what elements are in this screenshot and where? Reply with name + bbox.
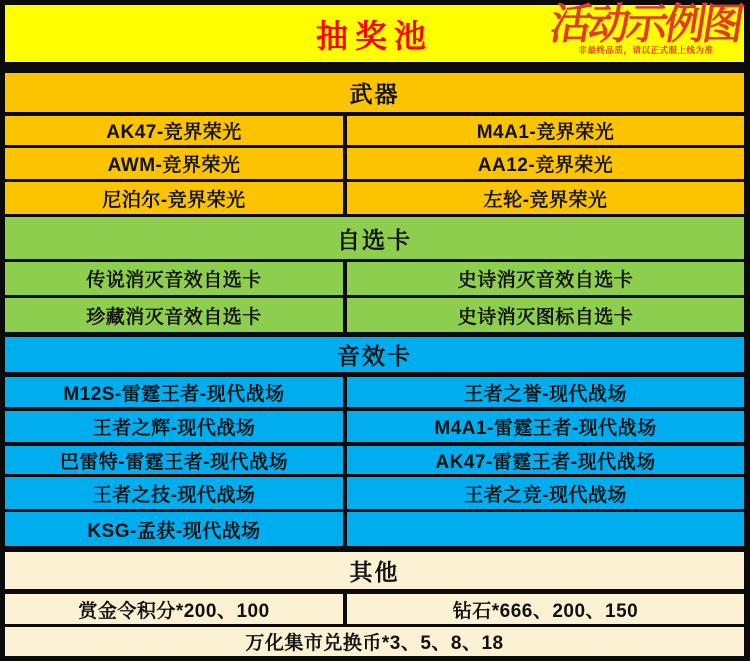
table-row bbox=[5, 116, 744, 145]
prize-cell: 王者之技-现代战场 bbox=[5, 477, 347, 509]
table-row bbox=[5, 182, 744, 214]
page-title: 抽奖池 bbox=[315, 17, 433, 54]
prize-cell: 史诗消灭图标自选卡 bbox=[347, 298, 744, 332]
section-header-others: 其他 bbox=[5, 552, 744, 589]
prize-cell: 巴雷特-雷霆王者-现代战场 bbox=[5, 446, 347, 474]
table-row bbox=[5, 627, 744, 656]
prize-cell: 左轮-竞界荣光 bbox=[347, 182, 744, 214]
table-row bbox=[5, 262, 744, 295]
table-row bbox=[5, 298, 744, 332]
prize-cell: M4A1-雷霆王者-现代战场 bbox=[347, 411, 744, 442]
table-row bbox=[5, 148, 744, 179]
prize-cell: AWM-竞界荣光 bbox=[5, 148, 347, 179]
table-row bbox=[5, 446, 744, 474]
banner bbox=[5, 0, 745, 62]
prize-cell-empty bbox=[347, 512, 744, 546]
prize-cell: AK47-雷霆王者-现代战场 bbox=[347, 446, 744, 474]
prize-cell: AK47-竞界荣光 bbox=[5, 116, 347, 145]
watermark-logo-text: 活动示例图 bbox=[547, 0, 745, 48]
prize-cell: 史诗消灭音效自选卡 bbox=[347, 262, 744, 295]
section-header-sound-cards: 音效卡 bbox=[5, 337, 744, 372]
prize-cell: KSG-孟获-现代战场 bbox=[5, 512, 347, 546]
prize-cell: 王者之竞-现代战场 bbox=[347, 477, 744, 509]
prize-cell: 尼泊尔-竞界荣光 bbox=[5, 182, 347, 214]
prize-cell: 赏金令积分*200、100 bbox=[5, 594, 347, 624]
watermark-disclaimer: 非最终品质，请以正式服上线为准 bbox=[578, 45, 714, 55]
table-row bbox=[5, 411, 744, 442]
prize-cell: 传说消灭音效自选卡 bbox=[5, 262, 347, 295]
prize-cell: M12S-雷霆王者-现代战场 bbox=[5, 377, 347, 407]
prize-cell-fullwidth: 万化集市兑换币*3、5、8、18 bbox=[5, 627, 744, 656]
prize-cell: AA12-竞界荣光 bbox=[347, 148, 744, 179]
table-row bbox=[5, 377, 744, 407]
section-header-optional-cards: 自选卡 bbox=[5, 217, 744, 259]
section-header-weapons: 武器 bbox=[5, 73, 744, 112]
prize-cell: 王者之誉-现代战场 bbox=[347, 377, 744, 407]
prize-cell: 钻石*666、200、150 bbox=[347, 594, 744, 624]
table-row bbox=[5, 594, 744, 624]
prize-cell: M4A1-竞界荣光 bbox=[347, 116, 744, 145]
activity-example-watermark bbox=[547, 0, 745, 55]
prize-cell: 王者之辉-现代战场 bbox=[5, 411, 347, 442]
prize-cell: 珍藏消灭音效自选卡 bbox=[5, 298, 347, 332]
table-row bbox=[5, 477, 744, 509]
table-row bbox=[5, 512, 744, 546]
